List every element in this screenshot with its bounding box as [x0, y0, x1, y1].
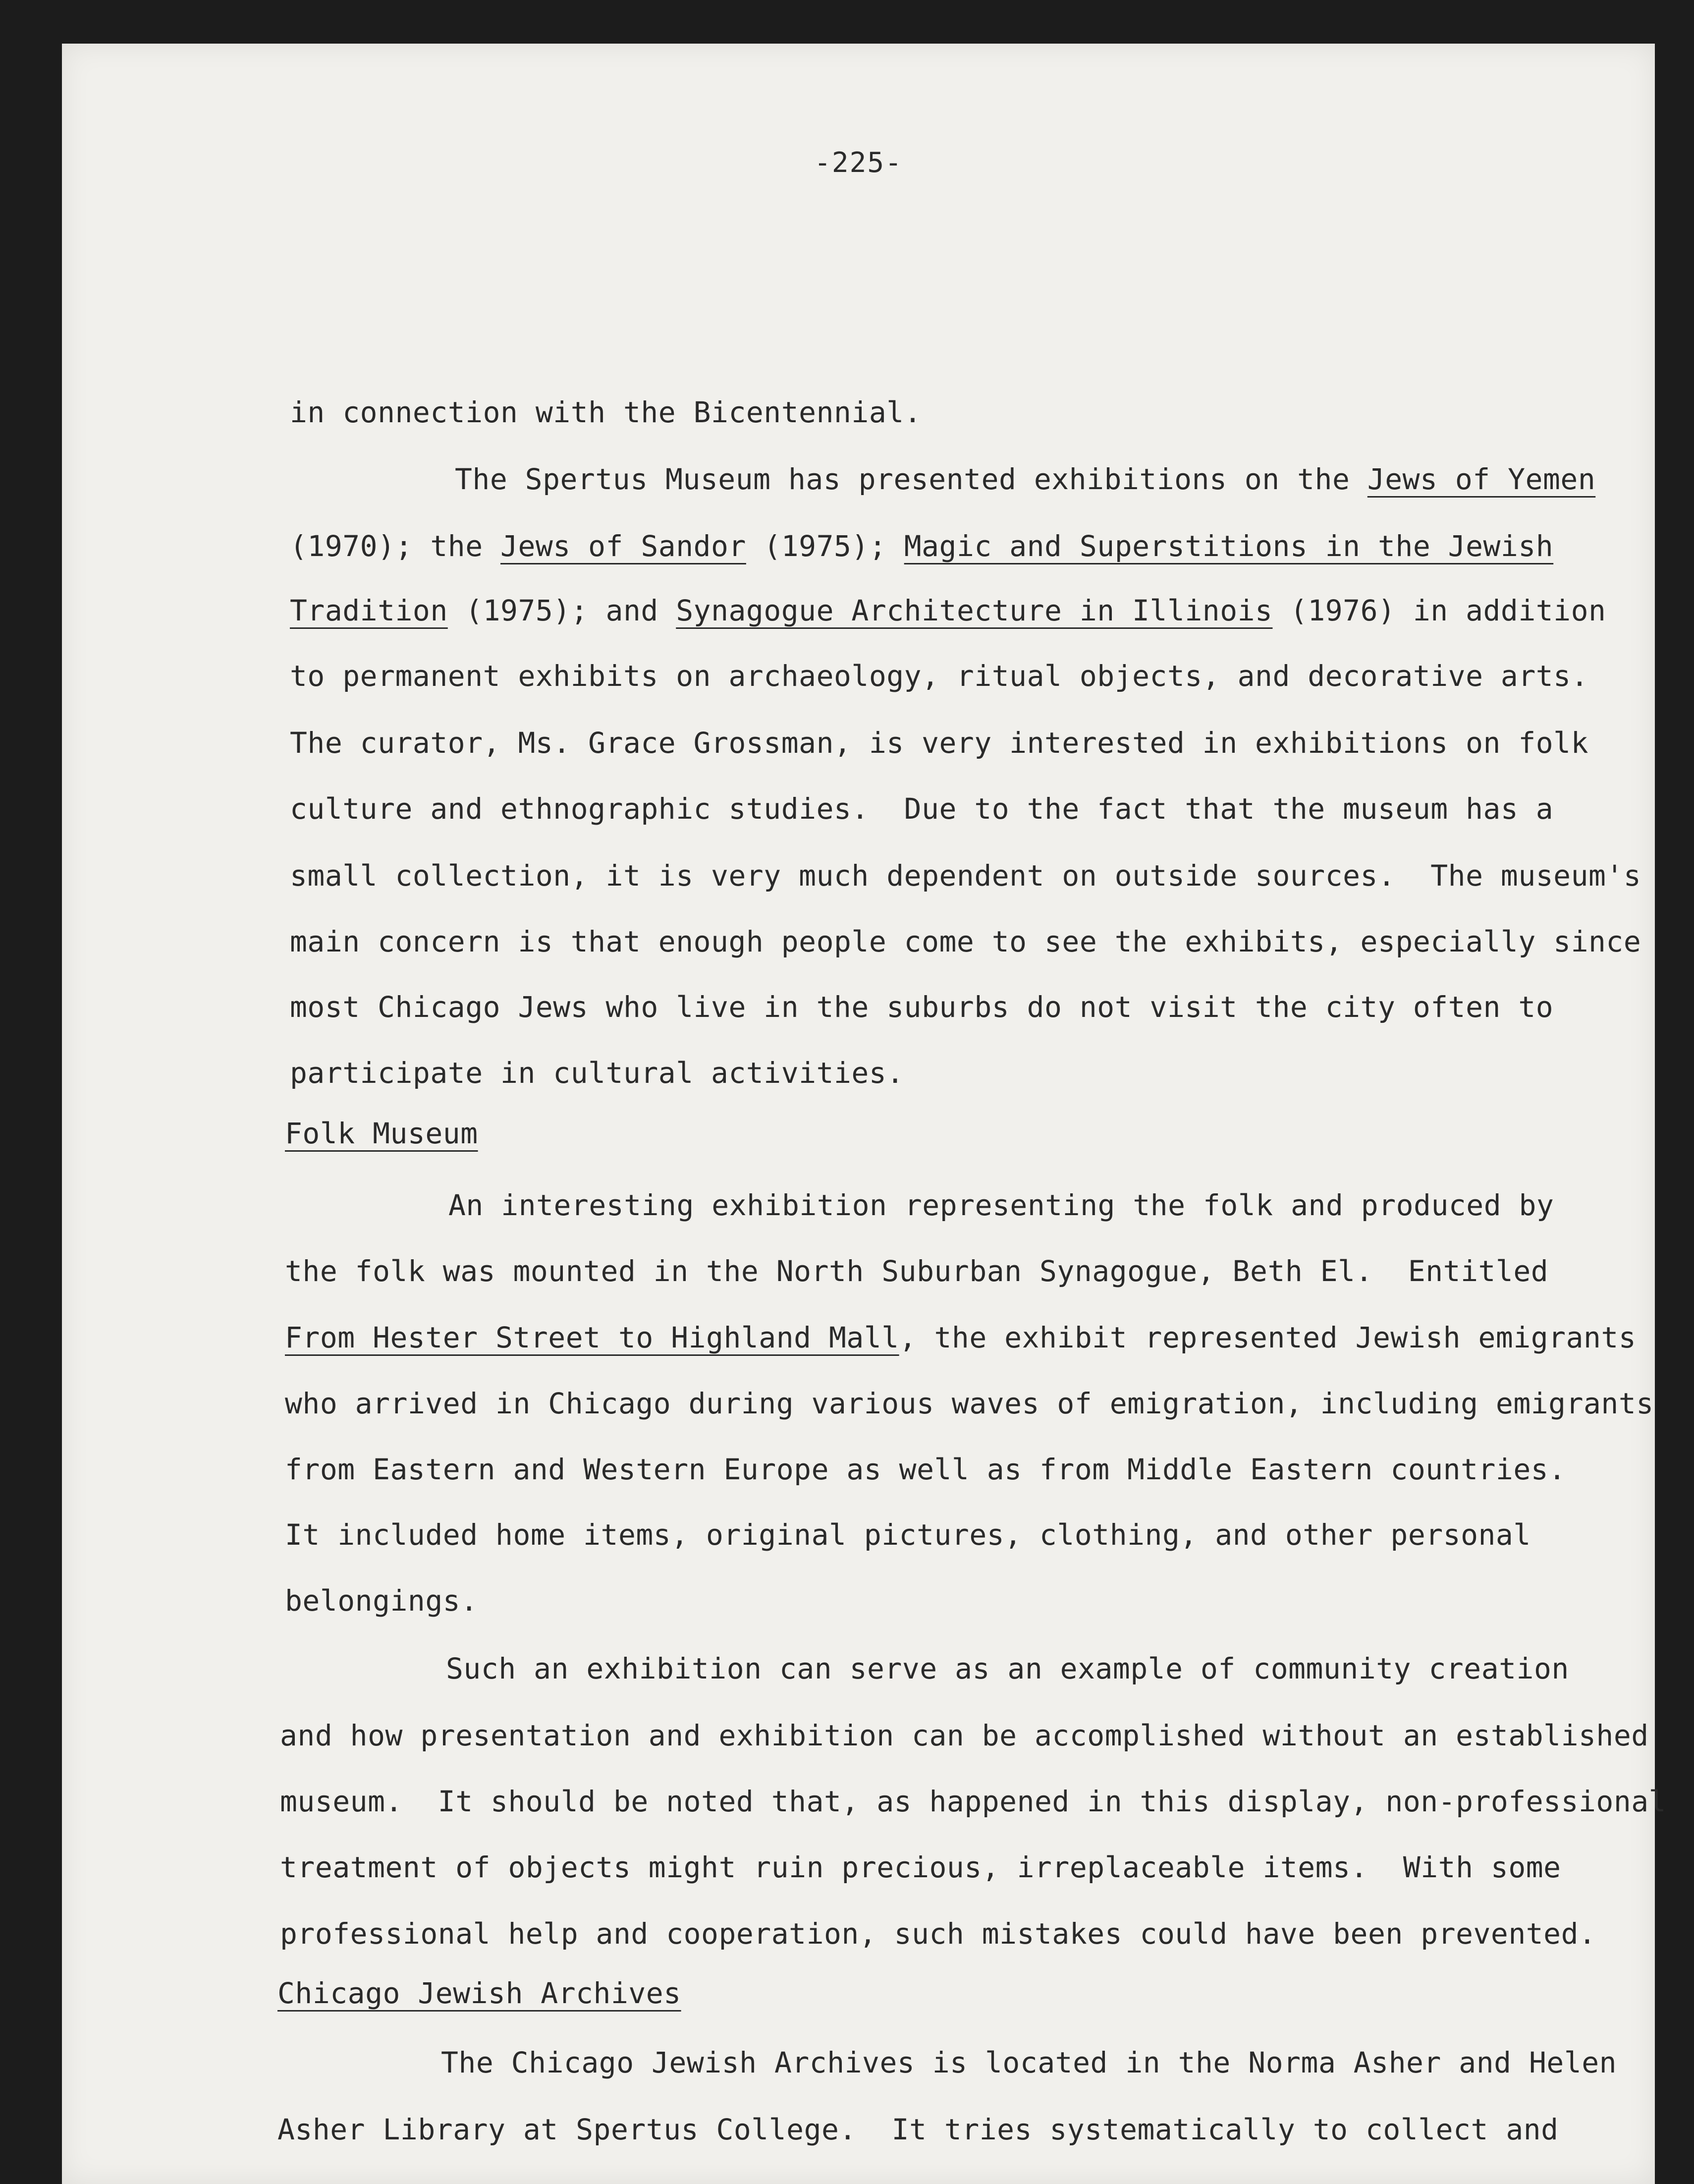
title-tradition: Tradition	[290, 594, 448, 627]
text-line: museum. It should be noted that, as happened in this display, non-professional	[280, 1785, 1667, 1818]
text-line: The Spertus Museum has presented exhibitions on the Jews of Yemen	[455, 462, 1596, 496]
text-line: An interesting exhibition representing the folk and produced by	[448, 1188, 1554, 1222]
text-line: belongings.	[285, 1584, 478, 1618]
text-line: from Eastern and Western Europe as well as from Middle Eastern countries.	[285, 1453, 1566, 1486]
text-line: From Hester Street to Highland Mall, the exhibit represented Jewish emigrants	[285, 1321, 1637, 1354]
text-line: treatment of objects might ruin precious, irreplaceable items. With some	[280, 1850, 1561, 1884]
title-jews-of-yemen: Jews of Yemen	[1367, 462, 1596, 496]
text-line: Tradition (1975); and Synagogue Architecture in Illinois (1976) in addition	[290, 594, 1606, 627]
text-line: small collection, it is very much dependent on outside sources. The museum's	[290, 859, 1641, 893]
section-heading-folk-museum: Folk Museum	[285, 1117, 478, 1150]
title-from-hester-street: From Hester Street to Highland Mall	[285, 1321, 899, 1354]
text-line: to permanent exhibits on archaeology, ritual objects, and decorative arts.	[290, 659, 1589, 693]
title-synagogue-architecture: Synagogue Architecture in Illinois	[676, 594, 1273, 627]
text-line: participate in cultural activities.	[290, 1056, 904, 1090]
text-line: Asher Library at Spertus College. It tries systematically to collect and	[277, 2113, 1559, 2146]
text-line: the folk was mounted in the North Suburban Synagogue, Beth El. Entitled	[285, 1254, 1549, 1288]
text-line: in connection with the Bicentennial.	[290, 395, 922, 429]
text-line: main concern is that enough people come to see the exhibits, especially since	[290, 925, 1641, 958]
text-line: professional help and cooperation, such mistakes could have been prevented.	[280, 1917, 1596, 1951]
document-page	[62, 44, 1667, 2184]
text-line: The Chicago Jewish Archives is located in the Norma Asher and Helen	[441, 2046, 1617, 2079]
text-line: who arrived in Chicago during various waves of emigration, including emigrants	[285, 1387, 1654, 1420]
page-number: -225-	[814, 147, 903, 179]
text-line: culture and ethnographic studies. Due to the fact that the museum has a	[290, 792, 1554, 826]
text-line: and how presentation and exhibition can be accomplished without an established	[280, 1719, 1649, 1752]
text-line: most Chicago Jews who live in the suburbs do not visit the city often to	[290, 990, 1554, 1024]
text-line: It included home items, original pictures, clothing, and other personal	[285, 1518, 1531, 1552]
text-line: Such an exhibition can serve as an example of community creation	[446, 1652, 1569, 1685]
title-jews-of-sandor: Jews of Sandor	[500, 529, 746, 563]
text-line: (1970); the Jews of Sandor (1975); Magic and Superstitions in the Jewish	[290, 529, 1554, 563]
title-magic-and-superstitions: Magic and Superstitions in the Jewish	[904, 529, 1554, 563]
text-line: The curator, Ms. Grace Grossman, is very interested in exhibitions on folk	[290, 726, 1589, 760]
section-heading-chicago-jewish-archives: Chicago Jewish Archives	[277, 1976, 681, 2010]
